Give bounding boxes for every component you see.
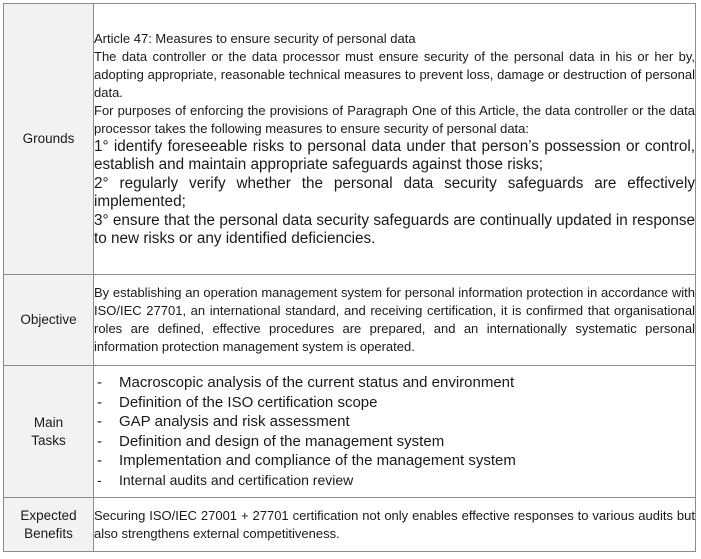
objective-label: Objective bbox=[4, 275, 94, 366]
list-item bbox=[94, 412, 695, 432]
task-text: Implementation and compliance of the management system bbox=[119, 452, 516, 469]
main-tasks-label bbox=[4, 366, 94, 498]
list-item bbox=[94, 393, 695, 413]
main-tasks-content bbox=[94, 366, 696, 498]
list-item bbox=[94, 451, 695, 471]
expected-benefits-label-line-2: Benefits bbox=[24, 525, 73, 541]
grounds-measure-2: 2° regularly verify whether the personal data security safeguards are effectively implemented; bbox=[94, 174, 695, 210]
bullet-dash: - bbox=[97, 413, 102, 430]
bullet-dash: - bbox=[97, 393, 102, 411]
expected-benefits-label-line-1: Expected bbox=[20, 507, 77, 523]
grounds-paragraph-1: The data controller or the data processor must ensure security of the personal data in his or her by, adopting appropriate, reasonable technical measures to prevent loss, damage or destruction of personal data. bbox=[94, 48, 695, 100]
grounds-paragraph-2: For purposes of enforcing the provisions of Paragraph One of this Article, the data controller or the data processor takes the following measures to ensure security of personal data: bbox=[94, 102, 695, 136]
main-tasks-label-line-1: Main bbox=[33, 414, 64, 430]
objective-text: By establishing an operation management system for personal information protection in accordance with ISO/IEC 27701, an international standard, and receiving certification, it is confirmed that organisational roles are defined, effective procedures are prepared, and an internationally systematic personal information protection management system is operated. bbox=[94, 275, 696, 366]
grounds-row bbox=[4, 4, 696, 275]
expected-benefits-label bbox=[4, 498, 94, 552]
bullet-dash: - bbox=[97, 471, 102, 488]
grounds-measure-1: 1° identify foreseeable risks to personal data under that person’s possession or control, establish and maintain appropriate safeguards against those risks; bbox=[94, 137, 695, 173]
main-tasks-row bbox=[4, 366, 696, 498]
grounds-content bbox=[94, 4, 696, 275]
article-title: Article 47: Measures to ensure security of personal data bbox=[94, 30, 416, 46]
requirements-table bbox=[3, 3, 696, 552]
list-item bbox=[94, 432, 695, 452]
expected-benefits-text: Securing ISO/IEC 27001 + 27701 certification not only enables effective responses to various audits but also strengthens external competitiveness. bbox=[94, 498, 696, 552]
grounds-measure-3: 3° ensure that the personal data security safeguards are continually updated in response to new risks or any identified deficiencies. bbox=[94, 211, 695, 247]
task-text: Definition and design of the management system bbox=[119, 432, 445, 450]
task-text: Macroscopic analysis of the current status and environment bbox=[119, 374, 515, 391]
task-text: Definition of the ISO certification scope bbox=[119, 393, 378, 411]
list-item bbox=[94, 471, 695, 491]
grounds-label: Grounds bbox=[4, 4, 94, 275]
expected-benefits-row bbox=[4, 498, 696, 552]
main-tasks-list bbox=[94, 373, 695, 490]
objective-row bbox=[4, 275, 696, 366]
bullet-dash: - bbox=[97, 432, 102, 450]
task-text: GAP analysis and risk assessment bbox=[119, 413, 350, 430]
bullet-dash: - bbox=[97, 374, 102, 391]
list-item bbox=[94, 373, 695, 393]
bullet-dash: - bbox=[97, 452, 102, 469]
task-text: Internal audits and certification review bbox=[119, 471, 354, 488]
main-tasks-label-line-2: Tasks bbox=[31, 432, 66, 448]
